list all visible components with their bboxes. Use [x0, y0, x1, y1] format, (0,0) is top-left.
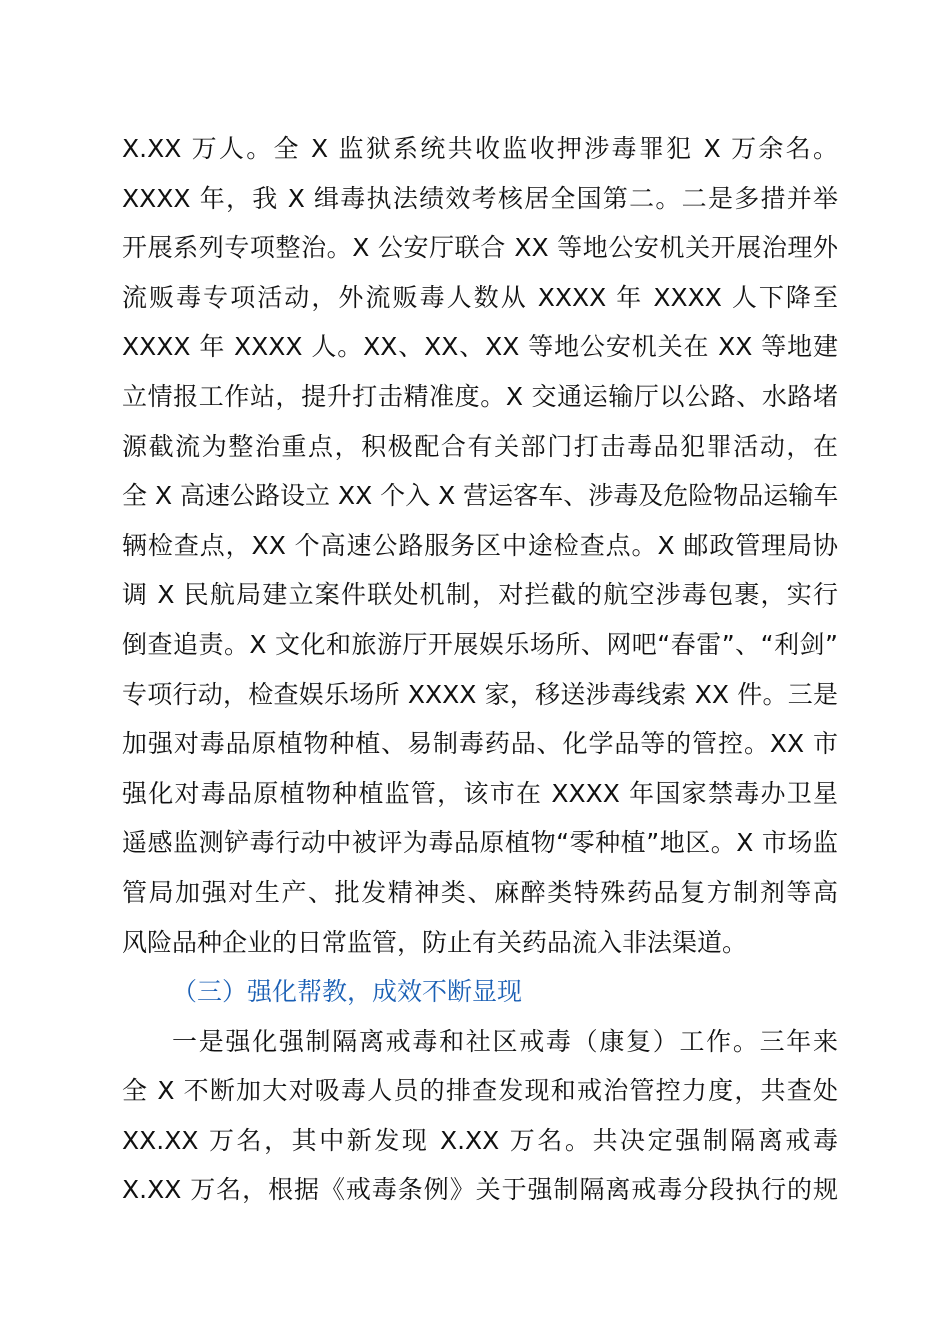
paragraph-line: 专项行动，检查娱乐场所 XXXX 家，移送涉毒线索 XX 件。三是 [122, 679, 838, 709]
paragraph-line: XX.XX 万名，其中新发现 X.XX 万名。共决定强制隔离戒毒 [122, 1125, 838, 1155]
paragraph-line: XXXX 年 XXXX 人。XX、XX、XX 等地公安机关在 XX 等地建 [122, 332, 838, 362]
paragraph-line: X.XX 万名，根据《戒毒条例》关于强制隔离戒毒分段执行的规 [122, 1175, 838, 1205]
paragraph-line: 全 X 高速公路设立 XX 个入 X 营运客车、涉毒及危险物品运输车 [122, 481, 838, 511]
section-heading: （三）强化帮教，成效不断显现 [172, 977, 523, 1007]
paragraph-line: XXXX 年，我 X 缉毒执法绩效考核居全国第二。二是多措并举 [122, 183, 838, 213]
paragraph-line: 流贩毒专项活动，外流贩毒人数从 XXXX 年 XXXX 人下降至 [122, 282, 838, 312]
paragraph-line: 加强对毒品原植物种植、易制毒药品、化学品等的管控。XX 市 [122, 729, 838, 759]
paragraph-line: 调 X 民航局建立案件联处机制，对拦截的航空涉毒包裹，实行 [122, 580, 838, 610]
paragraph-line: 源截流为整治重点，积极配合有关部门打击毒品犯罪活动，在 [122, 431, 838, 461]
paragraph-line: 一是强化强制隔离戒毒和社区戒毒（康复）工作。三年来 [172, 1026, 838, 1056]
paragraph-line: 强化对毒品原植物种植监管，该市在 XXXX 年国家禁毒办卫星 [122, 778, 838, 808]
paragraph-line: 风险品种企业的日常监管，防止有关药品流入非法渠道。 [122, 927, 748, 957]
paragraph-line: 开展系列专项整治。X 公安厅联合 XX 等地公安机关开展治理外 [122, 233, 838, 263]
document-body [122, 124, 838, 1215]
paragraph-line: 立情报工作站，提升打击精准度。X 交通运输厅以公路、水路堵 [122, 381, 838, 411]
paragraph-line: 遥感监测铲毒行动中被评为毒品原植物“零种植”地区。X 市场监 [122, 828, 838, 858]
paragraph-line: 辆检查点，XX 个高速公路服务区中途检查点。X 邮政管理局协 [122, 530, 838, 560]
paragraph-line: X.XX 万人。全 X 监狱系统共收监收押涉毒罪犯 X 万余名。 [122, 134, 838, 163]
paragraph-line: 倒查追责。X 文化和旅游厅开展娱乐场所、网吧“春雷”、“利剑” [122, 629, 838, 659]
paragraph-line: 全 X 不断加大对吸毒人员的排查发现和戒治管控力度，共查处 [122, 1076, 838, 1106]
paragraph-line: 管局加强对生产、批发精神类、麻醉类特殊药品复方制剂等高 [122, 877, 838, 907]
